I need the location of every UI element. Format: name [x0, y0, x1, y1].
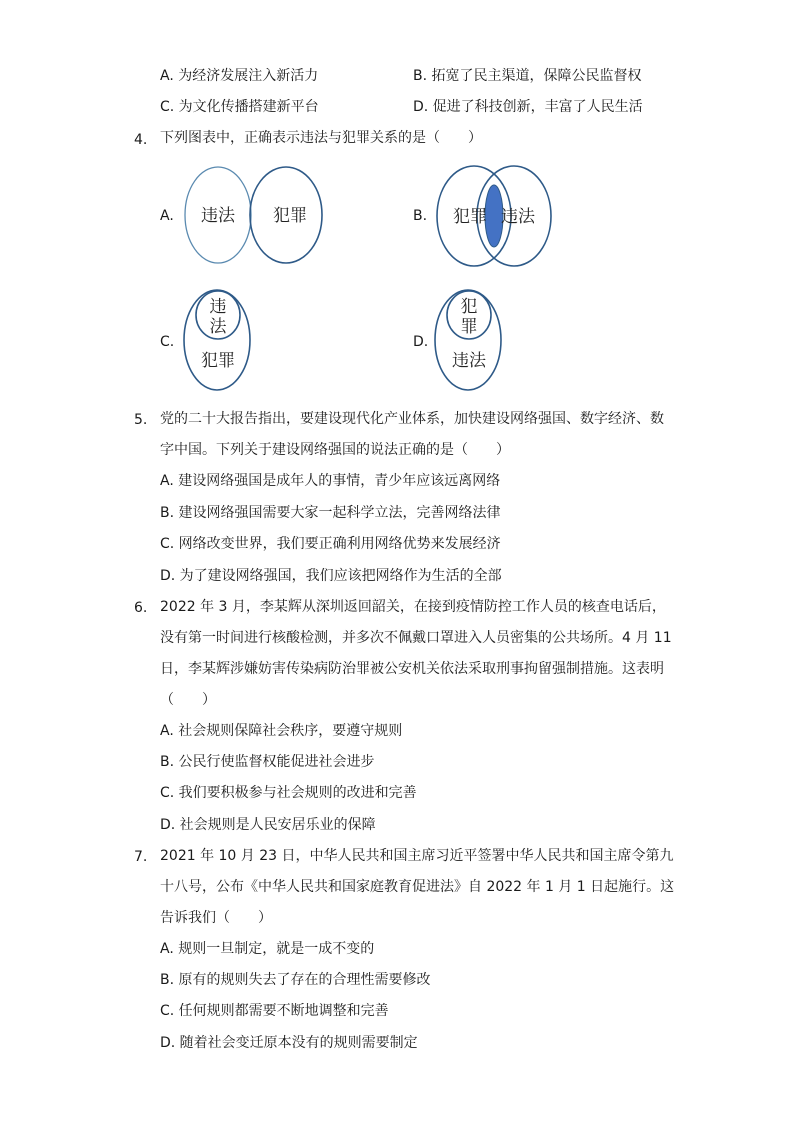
q7-stem-line-2: 十八号，公布《中华人民共和国家庭教育促进法》自 2022 年 1 月 1 日起施行。这 — [160, 879, 675, 895]
q6-number: 6. — [134, 600, 148, 616]
q4-label-c: C. — [160, 334, 175, 350]
q3-option-c: C. 为文化传播搭建新平台 — [160, 99, 319, 115]
diagram-c-outer-text: 犯罪 — [201, 351, 235, 371]
q7-option-b: B. 原有的规则失去了存在的合理性需要修改 — [160, 972, 431, 988]
q5-option-a: A. 建设网络强国是成年人的事情，青少年应该远离网络 — [160, 473, 501, 489]
diagram-a — [180, 163, 335, 268]
q6-stem-line-3: 日，李某辉涉嫌妨害传染病防治罪被公安机关依法采取刑事拘留强制措施。这表明 — [160, 661, 664, 677]
q6-stem-line-4: （ ） — [160, 692, 216, 708]
q7-stem-line-3: 告诉我们（ ） — [160, 910, 272, 926]
q5-stem-line-2: 字中国。下列关于建设网络强国的说法正确的是（ ） — [160, 442, 510, 458]
diagram-b-right-text: 违法 — [501, 207, 535, 227]
q4-label-b: B. — [413, 208, 428, 224]
q6-stem-line-2: 没有第一时间进行核酸检测，并多次不佩戴口罩进入人员密集的公共场所。4 月 11 — [160, 630, 672, 646]
q6-option-c: C. 我们要积极参与社会规则的改进和完善 — [160, 785, 417, 801]
q5-option-c: C. 网络改变世界，我们要正确利用网络优势来发展经济 — [160, 536, 501, 552]
q5-option-b: B. 建设网络强国需要大家一起科学立法，完善网络法律 — [160, 505, 501, 521]
q4-number: 4. — [134, 132, 148, 148]
diagram-a-right-text: 犯罪 — [273, 206, 307, 226]
q3-option-b: B. 拓宽了民主渠道，保障公民监督权 — [413, 68, 642, 84]
q4-label-d: D. — [413, 334, 429, 350]
q4-stem: 下列图表中，正确表示违法与犯罪关系的是（ ） — [160, 130, 482, 146]
diagram-c — [183, 288, 255, 393]
q3-option-d: D. 促进了科技创新，丰富了人民生活 — [413, 99, 643, 115]
diagram-d — [434, 288, 506, 393]
diagram-d-inner-text-2: 罪 — [460, 317, 478, 337]
q6-option-b: B. 公民行使监督权能促进社会进步 — [160, 754, 375, 770]
q7-number: 7. — [134, 849, 148, 865]
q6-stem-line-1: 2022 年 3 月，李某辉从深圳返回韶关，在接到疫情防控工作人员的核查电话后， — [160, 599, 666, 615]
q7-option-a: A. 规则一旦制定，就是一成不变的 — [160, 941, 375, 957]
q5-option-d: D. 为了建设网络强国，我们应该把网络作为生活的全部 — [160, 568, 502, 584]
diagram-a-left-text: 违法 — [201, 206, 235, 226]
diagram-b — [432, 163, 557, 271]
q7-option-c: C. 任何规则都需要不断地调整和完善 — [160, 1003, 389, 1019]
q6-option-d: D. 社会规则是人民安居乐业的保障 — [160, 817, 376, 833]
q7-stem-line-1: 2021 年 10 月 23 日，中华人民共和国主席习近平签署中华人民共和国主席令第九 — [160, 848, 674, 864]
q6-option-a: A. 社会规则保障社会秩序，要遵守规则 — [160, 723, 403, 739]
q3-option-a: A. 为经济发展注入新活力 — [160, 68, 319, 84]
q4-label-a: A. — [160, 208, 174, 224]
diagram-d-inner-text-1: 犯 — [460, 297, 478, 317]
q5-number: 5. — [134, 412, 148, 428]
diagram-b-left-text: 犯罪 — [453, 207, 487, 227]
diagram-d-outer-text: 违法 — [452, 351, 486, 371]
q5-stem-line-1: 党的二十大报告指出，要建设现代化产业体系，加快建设网络强国、数字经济、数 — [160, 411, 664, 427]
diagram-c-inner-text-2: 法 — [209, 317, 227, 337]
diagram-c-inner-text-1: 违 — [209, 297, 227, 317]
q7-option-d: D. 随着社会变迁原本没有的规则需要制定 — [160, 1035, 418, 1051]
